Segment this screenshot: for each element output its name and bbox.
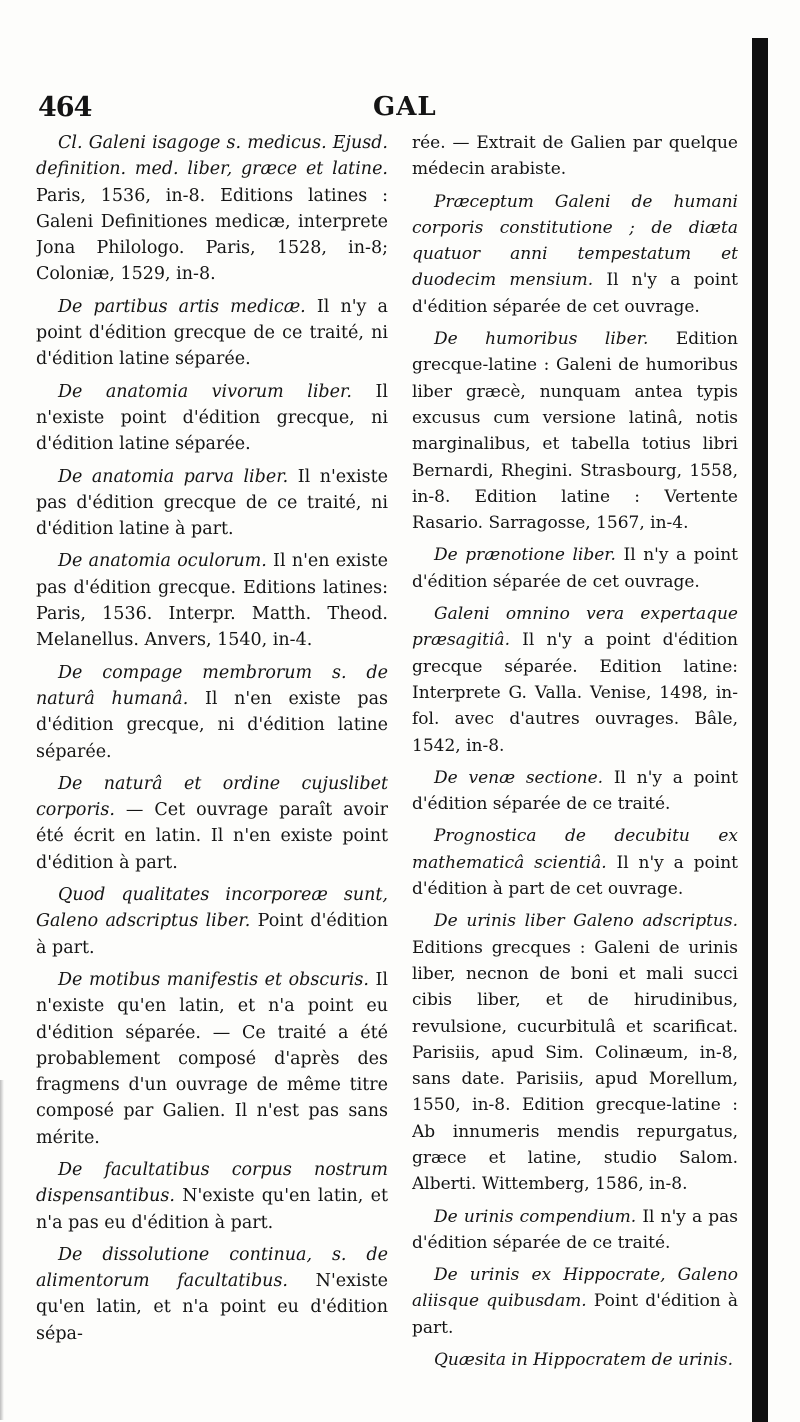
entry-paragraph	[412, 1262, 738, 1341]
entry-paragraph	[412, 1204, 738, 1257]
entry-title: De humoribus liber.	[434, 329, 649, 350]
entry-paragraph	[412, 908, 738, 1197]
scan-shadow	[0, 1080, 4, 1420]
entry-text: — Cet ouvrage paraît avoir été écrit en latin. Il n'en existe point d'édition à part.	[36, 800, 388, 873]
entry-text: Il n'y a pas d'édition séparée de ce traité.	[412, 1206, 738, 1253]
scan-edge-bar	[752, 38, 768, 1422]
entry-title: Cl. Galeni isagoge s. medicus. Ejusd. definition. med. liber, græce et latine.	[36, 133, 388, 180]
entry-title: Quod qualitates incorporeæ sunt, Galeno adscriptus liber.	[36, 885, 388, 932]
entry-title: De anatomia parva liber.	[58, 466, 289, 487]
entry-text: Il n'y a point d'édition grecque séparée. Edition latine: Interprete G. Valla. Venise, 1498, in-fol. avec d'autres ouvrages. Bâle, 1542, in-8.	[412, 630, 738, 756]
entry-title: De dissolutione continua, s. de alimentorum facultatibus.	[36, 1244, 388, 1292]
entry-paragraph	[412, 823, 738, 902]
entry-title: De urinis liber Galeno adscriptus.	[434, 911, 738, 932]
entry-paragraph	[36, 1242, 388, 1347]
entry-text: Il n'en existe pas d'édition grecque, ni d'édition latine séparée.	[36, 688, 388, 762]
entry-paragraph	[412, 326, 738, 536]
entry-text: Point d'édition à part.	[412, 1291, 738, 1338]
entry-title: De anatomia vivorum liber.	[58, 381, 352, 402]
entry-title: De naturâ et ordine cujuslibet corporis.	[36, 773, 388, 821]
entry-title: Prognostica de decubitu ex mathematicâ scientiâ.	[412, 826, 738, 873]
entry-title: De motibus manifestis et obscuris.	[58, 969, 369, 990]
entry-paragraph	[36, 548, 388, 653]
entry-title: De facultatibus corpus nostrum dispensantibus.	[36, 1159, 388, 1207]
entry-text: Il n'existe pas d'édition grecque de ce traité, ni d'édition latine à part.	[36, 466, 388, 540]
entry-paragraph	[36, 464, 388, 543]
entry-title: Præceptum Galeni de humani corporis constitutione ; de diæta quatuor anni tempestatum et duodecim mensium.	[412, 191, 738, 291]
entry-title: Quæsita in Hippocratem de urinis.	[434, 1350, 734, 1371]
entry-paragraph	[36, 1157, 388, 1236]
entry-paragraph	[412, 130, 738, 183]
entry-text: Il n'existe qu'en latin, et n'a point eu d'édition séparée. — Ce traité a été probablement composé d'après des fragmens d'un ouvrage de même titre composé par Galien. Il n'est pas sans mérite.	[36, 969, 388, 1148]
right-column	[412, 130, 738, 1410]
entry-text: Il n'en existe pas d'édition grecque. Editions latines: Paris, 1536. Interpr. Matth. Theod. Melanellus. Anvers, 1540, in-4.	[36, 551, 388, 651]
entry-paragraph	[412, 601, 738, 759]
entry-text: Il n'y a point d'édition à part de cet ouvrage.	[412, 852, 738, 900]
entry-text: Il n'existe point d'édition grecque, ni d'édition latine séparée.	[36, 381, 388, 455]
entry-paragraph	[36, 130, 388, 288]
entry-title: De prænotione liber.	[434, 545, 616, 566]
entry-text: rée. — Extrait de Galien par quelque médecin arabiste.	[412, 133, 738, 180]
entry-text: Il n'y a point d'édition séparée de cet ouvrage.	[412, 545, 738, 592]
entry-title: De compage membrorum s. de naturâ humanâ.	[36, 662, 388, 709]
entry-paragraph	[36, 771, 388, 876]
entry-paragraph	[412, 542, 738, 595]
entry-text: Point d'édition à part.	[36, 911, 388, 958]
left-column	[36, 130, 388, 1410]
entry-title: Galeni omnino vera expertaque præsagitiâ.	[412, 604, 738, 651]
entry-paragraph	[412, 765, 738, 818]
entry-text: Il n'y a point d'édition séparée de ce traité.	[412, 767, 738, 815]
entry-paragraph	[36, 660, 388, 765]
entry-title: De urinis compendium.	[434, 1206, 637, 1227]
entry-title: De anatomia oculorum.	[58, 551, 267, 572]
entry-paragraph	[412, 189, 738, 320]
entry-title: De urinis ex Hippocrate, Galeno aliisque quibusdam.	[412, 1265, 738, 1312]
entry-paragraph	[36, 882, 388, 961]
entry-paragraph	[412, 1347, 738, 1373]
entry-text: N'existe qu'en latin, et n'a pas eu d'édition à part.	[36, 1186, 388, 1233]
entry-text: Paris, 1536, in-8. Editions latines : Galeni Definitiones medicæ, interprete Jona Philologo. Paris, 1528, in-8; Coloniæ, 1529, in-8.	[36, 185, 388, 285]
entry-paragraph	[36, 294, 388, 373]
entry-text: Il n'y a point d'édition grecque de ce traité, ni d'édition latine séparée.	[36, 296, 388, 370]
entry-title: De partibus artis medicæ.	[58, 296, 306, 317]
entry-text: Edition grecque-latine : Galeni de humoribus liber græcè, nunquam antea typis excusus cum versione latinâ, notis marginalibus, et tabella totius libri Bernardi, Rhegini. Strasbourg, 1558, in-8. Edition latine : Vertente Rasario. Sarragosse, 1567, in-4.	[412, 329, 738, 534]
page-header	[38, 92, 748, 126]
entry-title: De venæ sectione.	[434, 767, 604, 788]
entry-paragraph	[36, 967, 388, 1151]
running-title: GAL	[373, 92, 437, 122]
entry-text: Il n'y a point d'édition séparée de cet ouvrage.	[412, 270, 738, 317]
entry-text: Editions grecques : Galeni de urinis liber, necnon de boni et mali succi cibis liber, et de hirudinibus, revulsione, cucurbitulâ et scarificat. Parisiis, apud Sim. Colinæum, in-8, sans date. Parisiis, apud Morellum, 1550, in-8. Edition grecque-latine : Ab innumeris mendis repurgatus, græce et latine, studio Salom. Alberti. Wittemberg, 1586, in-8.	[412, 937, 738, 1195]
entry-paragraph	[36, 379, 388, 458]
entry-text: N'existe qu'en latin, et n'a point eu d'édition sépa-	[36, 1271, 388, 1344]
page-number: 464	[38, 92, 92, 123]
